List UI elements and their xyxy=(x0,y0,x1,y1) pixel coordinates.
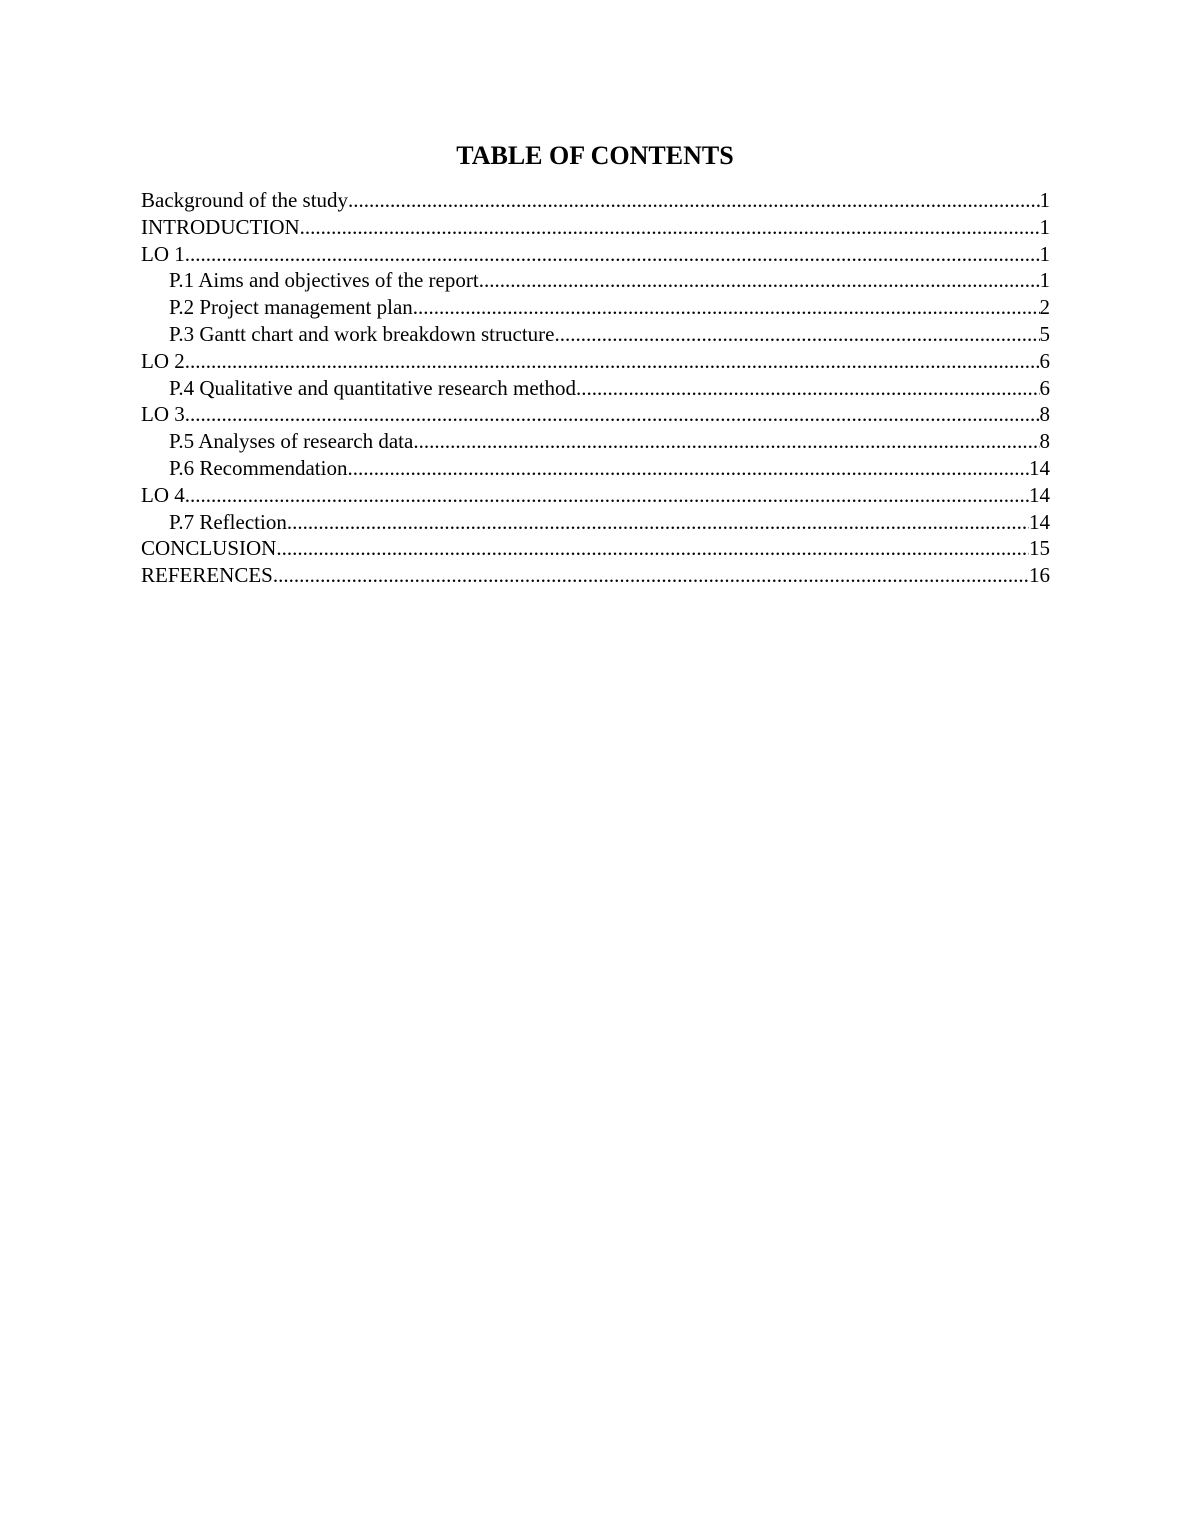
toc-entry[interactable] xyxy=(141,214,1050,241)
toc-entry-label: INTRODUCTION xyxy=(141,214,300,239)
toc-entry-page-number: 6 xyxy=(1039,375,1050,400)
toc-entry-page-number: 1 xyxy=(1039,241,1050,266)
toc-dot-leader xyxy=(276,535,1029,562)
toc-entry-label: P.5 Analyses of research data xyxy=(169,429,414,454)
toc-entry[interactable] xyxy=(141,428,1050,455)
toc-entry[interactable] xyxy=(141,348,1050,375)
toc-entry[interactable] xyxy=(141,455,1050,482)
toc-entry[interactable] xyxy=(141,535,1050,562)
toc-dot-leader xyxy=(185,241,1040,268)
toc-entry[interactable] xyxy=(141,482,1050,509)
toc-entry-page-number: 16 xyxy=(1029,563,1050,588)
toc-entry-label: P.1 Aims and objectives of the report. xyxy=(169,268,484,293)
toc-entry-page-number: 2 xyxy=(1039,295,1050,320)
toc-entry-page-number: 14 xyxy=(1029,455,1050,480)
toc-dot-leader xyxy=(287,509,1029,536)
toc-entry-label: REFERENCES xyxy=(141,563,273,588)
toc-entry-label: P.7 Reflection xyxy=(169,509,287,534)
toc-entry-page-number: 14 xyxy=(1029,509,1050,534)
toc-entry-label: P.3 Gantt chart and work breakdown structure xyxy=(169,321,555,346)
toc-entry-label: P.4 Qualitative and quantitative research method xyxy=(169,375,577,400)
toc-entry[interactable] xyxy=(141,267,1050,294)
toc-entry[interactable] xyxy=(141,294,1050,321)
toc-entry[interactable] xyxy=(141,241,1050,268)
toc-dot-leader xyxy=(185,348,1040,375)
toc-dot-leader xyxy=(413,294,1040,321)
toc-entry[interactable] xyxy=(141,509,1050,536)
toc-entry[interactable] xyxy=(141,401,1050,428)
toc-entry[interactable] xyxy=(141,375,1050,402)
toc-entry-label: LO 4 xyxy=(141,482,185,507)
toc-title: TABLE OF CONTENTS xyxy=(456,141,734,170)
toc-entry-label: LO 3 xyxy=(141,402,185,427)
toc-dot-leader xyxy=(484,267,1040,294)
toc-entry-page-number: 1 xyxy=(1039,188,1050,212)
toc-entry[interactable] xyxy=(141,562,1050,589)
toc-entry-page-number: 15 xyxy=(1029,536,1050,561)
toc-entry-page-number: 8 xyxy=(1039,429,1050,454)
toc-entry[interactable] xyxy=(141,187,1050,214)
toc-entry-label: P.6 Recommendation xyxy=(169,455,348,480)
toc-entry[interactable] xyxy=(141,321,1050,348)
toc-entry-page-number: 14 xyxy=(1029,482,1050,507)
toc-entry-label: CONCLUSION xyxy=(141,536,277,561)
toc-dot-leader xyxy=(413,428,1039,455)
toc-entry-page-number: 1 xyxy=(1039,214,1050,239)
toc-dot-leader xyxy=(273,562,1029,589)
toc-dot-leader xyxy=(348,187,1039,214)
toc-entry-label: LO 1 xyxy=(141,241,185,266)
toc-entry-page-number: 5 xyxy=(1039,321,1050,346)
toc-list xyxy=(141,187,1050,589)
toc-dot-leader xyxy=(300,214,1040,241)
toc-entry-label: LO 2 xyxy=(141,348,185,373)
toc-entry-page-number: 8 xyxy=(1039,402,1050,427)
toc-dot-leader xyxy=(554,321,1039,348)
toc-dot-leader xyxy=(185,401,1040,428)
toc-entry-page-number: 6 xyxy=(1039,348,1050,373)
toc-entry-label: P.2 Project management plan xyxy=(169,295,413,320)
toc-dot-leader xyxy=(576,375,1039,402)
toc-entry-page-number: 1 xyxy=(1039,268,1050,293)
toc-entry-label: Background of the study xyxy=(141,188,349,212)
toc-dot-leader xyxy=(347,455,1029,482)
toc-dot-leader xyxy=(185,482,1029,509)
